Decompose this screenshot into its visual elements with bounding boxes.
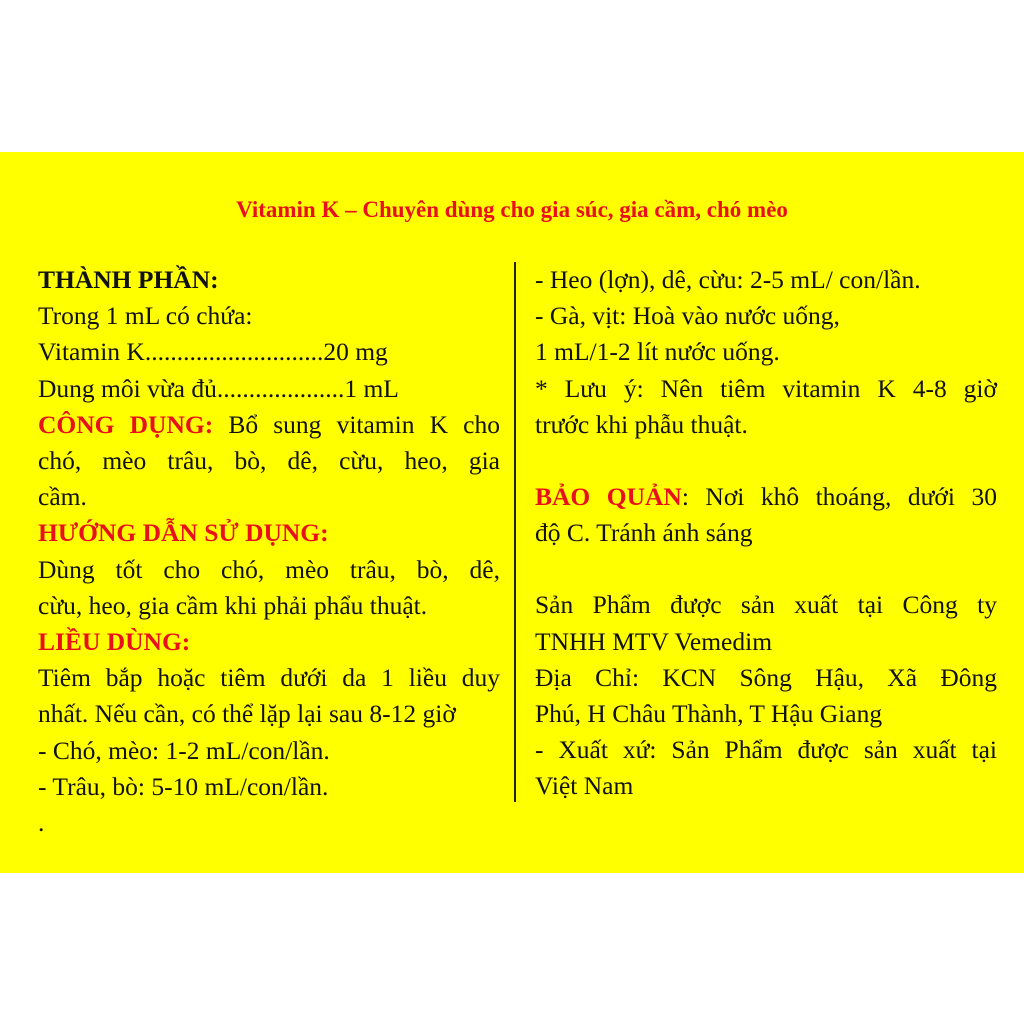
instructions-line: cừu, heo, gia cầm khi phải phẩu thuật. [38, 590, 428, 620]
note-line: * Lưu ý: Nên tiêm vitamin K 4-8 giờ [535, 373, 997, 403]
spacer [535, 551, 997, 587]
right-column [535, 262, 997, 805]
ingredient-line: Trong 1 mL có chứa: [38, 301, 253, 331]
uses-text: Bổ sung vitamin K cho [213, 409, 500, 439]
spacer [535, 443, 997, 479]
note-line: trước khi phẫu thuật. [535, 409, 748, 439]
uses-line: cầm. [38, 482, 87, 512]
dosage-line: - Heo (lợn), dê, cừu: 2-5 mL/ con/lần. [535, 265, 921, 294]
dosage-line: Tiêm bắp hoặc tiêm dưới da 1 liều duy [38, 663, 500, 693]
section-heading-ingredients: THÀNH PHẦN: [38, 265, 219, 294]
section-heading-storage: BẢO QUẢN [535, 482, 682, 512]
section-heading-dosage: LIỀU DÙNG: [38, 627, 191, 657]
manufacturer-line: TNHH MTV Vemedim [535, 626, 773, 656]
dosage-line: nhất. Nếu cần, có thể lặp lại sau 8-12 giờ [38, 699, 456, 729]
left-column [38, 262, 500, 841]
uses-line: chó, mèo trâu, bò, dê, cừu, heo, gia [38, 446, 500, 476]
column-divider [514, 262, 516, 802]
origin-line: - Xuất xứ: Sản Phẩm được sản xuất tại [535, 735, 997, 765]
section-heading-uses: CÔNG DỤNG: [38, 409, 214, 439]
ingredient-line: Dung môi vừa đủ....................1 mL [38, 373, 399, 403]
storage-line: độ C. Tránh ánh sáng [535, 518, 753, 548]
address-line: Địa Chỉ: KCN Sông Hậu, Xã Đông [535, 662, 997, 692]
ingredient-line: Vitamin K............................20 mg [38, 337, 388, 367]
dosage-line: - Chó, mèo: 1-2 mL/con/lần. [38, 735, 330, 765]
label-title: Vitamin K – Chuyên dùng cho gia súc, gia cầm, chó mèo [236, 197, 788, 222]
storage-text: : Nơi khô thoáng, dưới 30 [681, 482, 997, 512]
dosage-line: 1 mL/1-2 lít nước uống. [535, 337, 780, 367]
dosage-line: . [38, 808, 45, 838]
instructions-line: Dùng tốt cho chó, mèo trâu, bò, dê, [38, 554, 500, 584]
dosage-line: - Trâu, bò: 5-10 mL/con/lần. [38, 771, 329, 801]
section-heading-instructions: HƯỚNG DẪN SỬ DỤNG: [38, 518, 329, 548]
dosage-line: - Gà, vịt: Hoà vào nước uống, [535, 301, 840, 331]
storage-first-line [535, 479, 997, 515]
origin-line: Việt Nam [535, 771, 634, 801]
uses-paragraph-first-line [38, 407, 500, 443]
manufacturer-line: Sản Phẩm được sản xuất tại Công ty [535, 590, 997, 620]
address-line: Phú, H Châu Thành, T Hậu Giang [535, 699, 883, 729]
